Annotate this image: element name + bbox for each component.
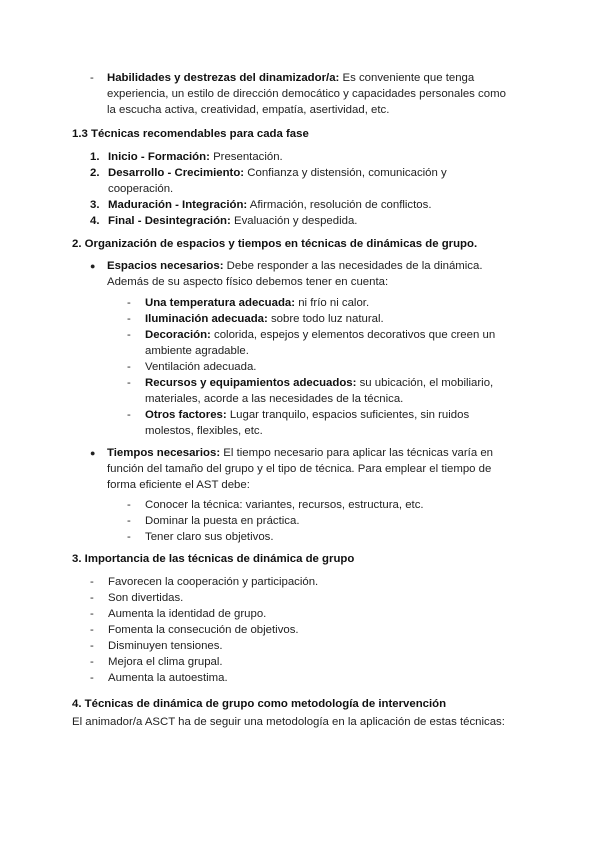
item-text: sobre todo luz natural. xyxy=(270,313,384,325)
item-text: Mejora el clima grupal. xyxy=(108,656,223,668)
list-item xyxy=(90,606,510,622)
list-item xyxy=(127,295,520,311)
list-item xyxy=(90,670,510,686)
dash-marker: - xyxy=(127,499,131,511)
item-text: Tener claro sus objetivos. xyxy=(145,531,274,543)
phase-label: Desarrollo - Crecimiento: xyxy=(108,167,245,179)
tiempos-item xyxy=(90,445,520,493)
item-text: Lugar tranquilo, espacios suficientes, sin ruidos molestos, flexibles, etc. xyxy=(145,409,470,437)
espacios-label: Espacios necesarios: xyxy=(107,260,224,272)
tiempos-text: El tiempo necesario para aplicar las técnicas varía en función del tamaño del grupo y el tipo de técnica. Para emplear el tiempo de forma eficiente el AST debe: xyxy=(107,447,494,491)
phase-list xyxy=(90,149,480,229)
list-item xyxy=(127,311,520,327)
list-item xyxy=(90,654,510,670)
dash-marker: - xyxy=(90,656,94,668)
item-text: Favorecen la cooperación y participación. xyxy=(108,576,319,588)
phase-text: Evaluación y despedida. xyxy=(233,215,358,227)
item-text: Disminuyen tensiones. xyxy=(108,640,223,652)
section-4-heading: 4. Técnicas de dinámica de grupo como metodología de intervención xyxy=(72,698,447,710)
item-label: Decoración: xyxy=(145,329,211,341)
phase-number: 4. xyxy=(90,215,100,227)
item-label: Otros factores: xyxy=(145,409,227,421)
dash-marker: - xyxy=(90,608,94,620)
item-label: Iluminación adecuada: xyxy=(145,313,268,325)
intro-item-label: Habilidades y destrezas del dinamizador/a: xyxy=(107,72,340,84)
phase-text: Confianza y distensión, comunicación y cooperación. xyxy=(108,167,447,195)
dash-marker: - xyxy=(90,624,94,636)
item-text: ni frío ni calor. xyxy=(298,297,370,309)
intro-item xyxy=(90,70,510,118)
phase-item xyxy=(90,197,480,213)
item-text: colorida, espejos y elementos decorativos que creen un ambiente agradable. xyxy=(145,329,496,357)
list-item xyxy=(127,375,520,407)
phase-item xyxy=(90,165,480,197)
espacios-sublist xyxy=(127,295,520,439)
section-1-3-heading: 1.3 Técnicas recomendables para cada fase xyxy=(72,128,309,140)
phase-text: Presentación. xyxy=(213,151,283,163)
dash-marker: - xyxy=(127,409,131,421)
phase-number: 3. xyxy=(90,199,100,211)
item-text: Ventilación adecuada. xyxy=(145,361,257,373)
dash-marker: - xyxy=(127,515,131,527)
section-2-heading: 2. Organización de espacios y tiempos en técnicas de dinámicas de grupo. xyxy=(72,238,478,250)
section-3-heading: 3. Importancia de las técnicas de dinámica de grupo xyxy=(72,553,355,565)
item-text: Son divertidas. xyxy=(108,592,184,604)
dash-marker: - xyxy=(127,377,131,389)
dash-marker: - xyxy=(90,72,94,84)
phase-text: Afirmación, resolución de conflictos. xyxy=(249,199,432,211)
tiempos-label: Tiempos necesarios: xyxy=(107,447,221,459)
dash-marker: - xyxy=(127,531,131,543)
importance-list xyxy=(90,574,510,686)
item-text: Fomenta la consecución de objetivos. xyxy=(108,624,299,636)
tiempos-sublist xyxy=(127,497,520,545)
dash-marker: - xyxy=(127,313,131,325)
item-text: Dominar la puesta en práctica. xyxy=(145,515,300,527)
list-item xyxy=(127,513,520,529)
list-item xyxy=(127,497,520,513)
list-item xyxy=(90,622,510,638)
list-item xyxy=(127,327,520,359)
dash-marker: - xyxy=(127,297,131,309)
dash-marker: - xyxy=(127,329,131,341)
list-item xyxy=(127,529,520,545)
item-text: Conocer la técnica: variantes, recursos, estructura, etc. xyxy=(145,499,424,511)
item-text: Aumenta la autoestima. xyxy=(108,672,228,684)
phase-label: Inicio - Formación: xyxy=(108,151,210,163)
list-item xyxy=(127,359,520,375)
dash-marker: - xyxy=(90,640,94,652)
dash-marker: - xyxy=(127,361,131,373)
list-item xyxy=(90,638,510,654)
item-label: Recursos y equipamientos adecuados: xyxy=(145,377,357,389)
phase-number: 2. xyxy=(90,167,100,179)
espacios-item xyxy=(90,258,520,290)
phase-item xyxy=(90,213,480,229)
item-text: Aumenta la identidad de grupo. xyxy=(108,608,267,620)
section-4-paragraph: El animador/a ASCT ha de seguir una metodología en la aplicación de estas técnicas: xyxy=(72,716,505,728)
bullet-marker: ● xyxy=(90,448,96,458)
dash-marker: - xyxy=(90,672,94,684)
intro-item-text: Es conveniente que tenga experiencia, un estilo de dirección democático y capacidades personales como la escucha activa, creatividad, empatía, asertividad, etc. xyxy=(107,72,506,116)
phase-label: Final - Desintegración: xyxy=(108,215,231,227)
espacios-text: Debe responder a las necesidades de la dinámica. Además de su aspecto físico debemos tener en cuenta: xyxy=(107,260,483,288)
phase-number: 1. xyxy=(90,151,100,163)
list-item xyxy=(90,574,510,590)
phase-label: Maduración - Integración: xyxy=(108,199,248,211)
dash-marker: - xyxy=(90,592,94,604)
item-text: su ubicación, el mobiliario, materiales, acorde a las necesidades de la técnica. xyxy=(145,377,494,405)
list-item xyxy=(90,590,510,606)
list-item xyxy=(127,407,520,439)
dash-marker: - xyxy=(90,576,94,588)
bullet-marker: ● xyxy=(90,261,96,271)
item-label: Una temperatura adecuada: xyxy=(145,297,296,309)
phase-item xyxy=(90,149,480,165)
